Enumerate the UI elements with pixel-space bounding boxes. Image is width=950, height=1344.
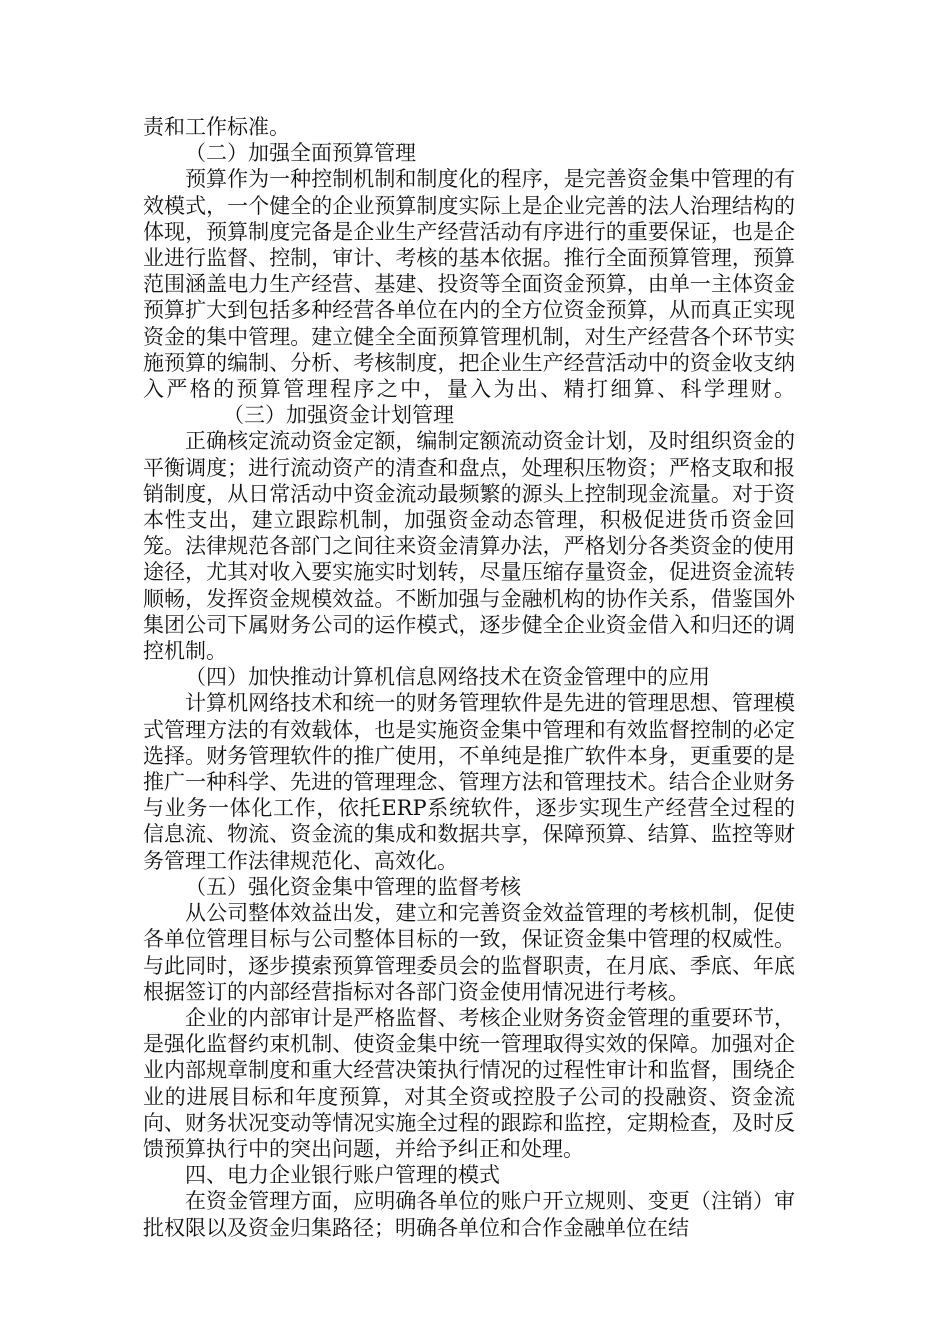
heading-bank-account-management: 四、电力企业银行账户管理的模式 <box>185 1163 500 1188</box>
heading-fund-planning: （三）加强资金计划管理 <box>223 403 454 428</box>
paragraph-fund-planning: 正确核定流动资金定额，编制定额流动资金计划，及时组织资金的平衡调度；进行流动资产的清查和盘点，处理积压物资；严格支取和报销制度，从日常活动中资金流动最频繁的源头上控制现金流量。对于资本性支出，建立跟踪机制，加强资金动态管理，积极促进货币资金回笼。法律规范各部门之间往来资金清算办法，严格划分各类资金的使用途径，尤其对收入要实施实时划转，尽量压缩存量资金，促进资金流转顺畅，发挥资金规模效益。不断加强与金融机构的协作关系，借鉴国外集团公司下属财务公司的运作模式，逐步健全企业资金借入和归还的调控机制。 <box>143 429 795 664</box>
paragraph-budget-text: 预算作为一种控制机制和制度化的程序，是完善资金集中管理的有效模式，一个健全的企业预算制度实际上是企业完善的法人治理结构的体现，预算制度完备是企业生产经营活动有序进行的重要保证，也是企业进行监督、控制，审计、考核的基本依据。推行全面预算管理，预算范围涵盖电力生产经营、基建、投资等全面资金预算，由单一主体资金预算扩大到包括多种经营各单位在内的全方位资金预算，从而真正实现资金的集中管理。建立健全全面预算管理机制，对生产经营各个环节实施预算的编制、分析、考核制度，把企业生产经营活动中的资金收支纳入严格的预算管理程序之中，量入为出、精打细算、科学理财。 <box>143 167 795 402</box>
paragraph-bank-account-management: 在资金管理方面，应明确各单位的账户开立规则、变更（注销）审批权限以及资金归集路径；明确各单位和合作金融单位在结 <box>143 1189 795 1240</box>
paragraph-network-technology: 计算机网络技术和统一的财务管理软件是先进的管理思想、管理模式管理方法的有效载体，也是实施资金集中管理和有效监督控制的必定选择。财务管理软件的推广使用，不单纯是推广软件本身，更重要的是推广一种科学、先进的管理理念、管理方法和管理技术。结合企业财务与业务一体化工作，依托ERP系统软件，逐步实现生产经营全过程的信息流、物流、资金流的集成和数据共享，保障预算、结算、监控等财务管理工作法律规范化、高效化。 <box>143 691 795 873</box>
paragraph-continued: 责和工作标准。 <box>143 115 290 139</box>
document-body <box>143 114 795 1241</box>
paragraph-internal-audit: 企业的内部审计是严格监督、考核企业财务资金管理的重要环节，是强化监督约束机制、使资金集中统一管理取得实效的保障。加强对企业内部规章制度和重大经营决策执行情况的过程性审计和监督，围绕企业的进展目标和年度预算，对其全资或控股子公司的投融资、资金流向、财务状况变动等情况实施全过程的跟踪和监控，定期检查，及时反馈预算执行中的突出问题，并给予纠正和处理。 <box>143 1005 795 1161</box>
paragraph-budget-management <box>143 166 795 428</box>
heading-budget-management: （二）加强全面预算管理 <box>185 141 416 166</box>
heading-supervision: （五）强化资金集中管理的监督考核 <box>185 874 521 899</box>
heading-network-technology: （四）加快推动计算机信息网络技术在资金管理中的应用 <box>185 665 710 690</box>
paragraph-supervision: 从公司整体效益出发，建立和完善资金效益管理的考核机制，促使各单位管理目标与公司整体目标的一致，保证资金集中管理的权威性。与此同时，逐步摸索预算管理委员会的监督职责，在月底、季底、年底根据签订的内部经营指标对各部门资金使用情况进行考核。 <box>143 901 795 1004</box>
